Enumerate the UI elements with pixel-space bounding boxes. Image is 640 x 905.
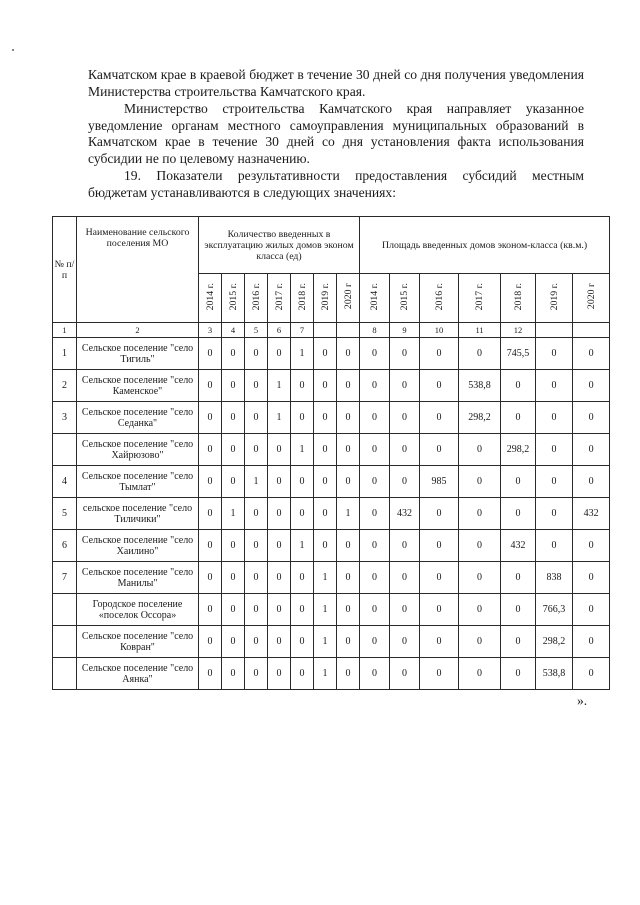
area-cell: 0 [536, 402, 573, 434]
area-cell: 0 [360, 402, 390, 434]
column-number [573, 323, 610, 338]
area-year-label: 2017 г. [474, 282, 486, 311]
count-cell: 0 [268, 434, 291, 466]
area-year-label: 2018 г. [512, 282, 524, 311]
count-cell: 1 [245, 466, 268, 498]
table-row [53, 370, 610, 402]
area-cell: 0 [390, 562, 420, 594]
area-cell: 0 [420, 498, 459, 530]
count-cell: 0 [314, 338, 337, 370]
row-number [53, 626, 77, 658]
area-cell: 0 [501, 402, 536, 434]
area-cell: 0 [390, 370, 420, 402]
count-year-header [291, 274, 314, 323]
count-cell: 0 [291, 658, 314, 690]
count-cell: 0 [222, 658, 245, 690]
table-row [53, 562, 610, 594]
count-year-label: 2017 г. [273, 282, 285, 311]
area-cell: 0 [459, 594, 501, 626]
row-number: 4 [53, 466, 77, 498]
count-cell: 0 [337, 626, 360, 658]
area-cell: 298,2 [501, 434, 536, 466]
count-cell: 0 [222, 402, 245, 434]
paragraph-3: 19. Показатели результативности предоставления субсидий местным бюджетам устанавливаются в следующих значениях: [88, 168, 584, 200]
area-cell: 0 [573, 530, 610, 562]
count-cell: 0 [222, 562, 245, 594]
count-cell: 1 [291, 530, 314, 562]
count-cell: 0 [268, 658, 291, 690]
column-number: 3 [199, 323, 222, 338]
area-cell: 538,8 [536, 658, 573, 690]
area-cell: 0 [360, 466, 390, 498]
count-cell: 0 [199, 370, 222, 402]
count-cell: 0 [199, 626, 222, 658]
area-cell: 0 [390, 530, 420, 562]
count-cell: 1 [291, 338, 314, 370]
area-cell: 0 [501, 498, 536, 530]
column-number [314, 323, 337, 338]
count-cell: 0 [245, 370, 268, 402]
count-cell: 0 [314, 434, 337, 466]
count-cell: 0 [245, 626, 268, 658]
area-cell: 0 [536, 434, 573, 466]
count-cell: 1 [268, 402, 291, 434]
count-cell: 0 [222, 594, 245, 626]
table-row [53, 530, 610, 562]
count-cell: 0 [268, 498, 291, 530]
settlement-name: Сельское поселение "село Тигиль" [77, 338, 199, 370]
table-row [53, 658, 610, 690]
column-number: 11 [459, 323, 501, 338]
count-cell: 0 [199, 562, 222, 594]
settlement-name: Сельское поселение "село Каменское" [77, 370, 199, 402]
area-cell: 0 [420, 594, 459, 626]
count-cell: 0 [268, 594, 291, 626]
area-cell: 0 [501, 370, 536, 402]
area-year-label: 2016 г. [433, 282, 445, 311]
count-cell: 0 [337, 562, 360, 594]
area-year-label: 2015 г. [399, 282, 411, 311]
count-cell: 0 [245, 658, 268, 690]
area-cell: 0 [459, 658, 501, 690]
count-cell: 0 [245, 530, 268, 562]
count-cell: 0 [337, 402, 360, 434]
table-row [53, 626, 610, 658]
column-number: 7 [291, 323, 314, 338]
count-year-label: 2014 г. [204, 282, 216, 311]
count-cell: 0 [314, 466, 337, 498]
count-cell: 1 [314, 658, 337, 690]
area-cell: 0 [360, 338, 390, 370]
area-cell: 0 [390, 338, 420, 370]
area-cell: 538,8 [459, 370, 501, 402]
count-year-header [337, 274, 360, 323]
count-cell: 0 [222, 370, 245, 402]
area-cell: 0 [459, 434, 501, 466]
row-number: 2 [53, 370, 77, 402]
count-year-label: 2019 г. [319, 282, 331, 311]
count-cell: 0 [291, 498, 314, 530]
area-cell: 432 [390, 498, 420, 530]
area-cell: 0 [501, 626, 536, 658]
count-cell: 0 [245, 594, 268, 626]
count-year-header [222, 274, 245, 323]
count-year-label: 2018 г. [296, 282, 308, 311]
count-cell: 1 [291, 434, 314, 466]
count-cell: 0 [314, 530, 337, 562]
column-number: 2 [77, 323, 199, 338]
area-cell: 838 [536, 562, 573, 594]
area-cell: 0 [536, 338, 573, 370]
area-cell: 0 [573, 466, 610, 498]
count-cell: 0 [337, 658, 360, 690]
area-cell: 0 [459, 626, 501, 658]
count-cell: 0 [199, 402, 222, 434]
scan-dot [12, 49, 14, 51]
area-cell: 0 [536, 530, 573, 562]
area-cell: 985 [420, 466, 459, 498]
area-cell: 745,5 [501, 338, 536, 370]
count-cell: 1 [337, 498, 360, 530]
area-cell: 0 [573, 434, 610, 466]
area-cell: 0 [459, 562, 501, 594]
area-cell: 0 [420, 626, 459, 658]
area-cell: 0 [501, 658, 536, 690]
count-cell: 0 [291, 594, 314, 626]
count-cell: 0 [291, 370, 314, 402]
count-cell: 0 [199, 658, 222, 690]
area-cell: 0 [459, 338, 501, 370]
count-year-label: 2020 г [342, 283, 354, 310]
area-cell: 0 [360, 530, 390, 562]
area-cell: 0 [501, 594, 536, 626]
count-cell: 0 [245, 338, 268, 370]
area-cell: 0 [573, 338, 610, 370]
column-number-row [53, 323, 610, 338]
area-cell: 0 [501, 562, 536, 594]
count-cell: 0 [199, 594, 222, 626]
count-cell: 0 [268, 530, 291, 562]
count-cell: 0 [245, 562, 268, 594]
table-row [53, 498, 610, 530]
column-number: 10 [420, 323, 459, 338]
column-number: 9 [390, 323, 420, 338]
table-row [53, 338, 610, 370]
row-number: 6 [53, 530, 77, 562]
area-cell: 0 [360, 370, 390, 402]
area-cell: 432 [501, 530, 536, 562]
header-num: № п/п [53, 217, 77, 323]
count-cell: 0 [337, 434, 360, 466]
column-number: 8 [360, 323, 390, 338]
header-count-group: Количество введенных в эксплуатацию жилых домов эконом класса (ед) [199, 217, 360, 274]
column-number: 5 [245, 323, 268, 338]
count-cell: 0 [268, 338, 291, 370]
indicators-table [52, 216, 610, 690]
area-cell: 0 [573, 626, 610, 658]
header-area-group: Площадь введенных домов эконом-класса (кв.м.) [360, 217, 610, 274]
area-cell: 0 [390, 594, 420, 626]
count-year-header [245, 274, 268, 323]
area-cell: 0 [573, 594, 610, 626]
area-cell: 0 [459, 530, 501, 562]
area-year-header [360, 274, 390, 323]
area-year-label: 2020 г [585, 283, 597, 310]
area-cell: 0 [360, 658, 390, 690]
count-year-header [268, 274, 291, 323]
area-cell: 0 [536, 466, 573, 498]
count-cell: 1 [314, 626, 337, 658]
settlement-name: Сельское поселение "село Аянка" [77, 658, 199, 690]
table-row [53, 434, 610, 466]
area-year-header [501, 274, 536, 323]
area-cell: 0 [360, 626, 390, 658]
count-cell: 0 [337, 466, 360, 498]
row-number: 7 [53, 562, 77, 594]
area-cell: 0 [573, 658, 610, 690]
settlement-name: Сельское поселение "село Манилы" [77, 562, 199, 594]
count-cell: 0 [337, 594, 360, 626]
count-year-header [199, 274, 222, 323]
area-cell: 0 [390, 658, 420, 690]
column-number [337, 323, 360, 338]
count-cell: 0 [268, 466, 291, 498]
area-year-header [459, 274, 501, 323]
header-name: Наименование сельского поселения МО [77, 217, 199, 323]
count-cell: 0 [337, 370, 360, 402]
count-cell: 0 [337, 530, 360, 562]
column-number [536, 323, 573, 338]
area-cell: 0 [360, 594, 390, 626]
count-cell: 1 [222, 498, 245, 530]
column-number: 1 [53, 323, 77, 338]
area-year-header [536, 274, 573, 323]
count-cell: 0 [222, 466, 245, 498]
count-cell: 0 [199, 530, 222, 562]
area-cell: 766,3 [536, 594, 573, 626]
area-year-header [390, 274, 420, 323]
area-cell: 298,2 [536, 626, 573, 658]
area-year-label: 2014 г. [369, 282, 381, 311]
area-year-header [420, 274, 459, 323]
count-cell: 0 [222, 338, 245, 370]
row-number [53, 594, 77, 626]
count-cell: 0 [245, 434, 268, 466]
area-cell: 0 [420, 338, 459, 370]
row-number: 3 [53, 402, 77, 434]
area-cell: 0 [420, 434, 459, 466]
area-cell: 0 [420, 530, 459, 562]
area-cell: 0 [459, 466, 501, 498]
row-number [53, 434, 77, 466]
area-cell: 0 [420, 402, 459, 434]
column-number: 12 [501, 323, 536, 338]
count-cell: 0 [314, 402, 337, 434]
area-year-label: 2019 г. [548, 282, 560, 311]
table-row [53, 594, 610, 626]
area-cell: 0 [501, 466, 536, 498]
count-cell: 0 [222, 434, 245, 466]
count-cell: 0 [268, 562, 291, 594]
area-cell: 0 [390, 402, 420, 434]
area-cell: 0 [420, 658, 459, 690]
count-cell: 0 [222, 626, 245, 658]
settlement-name: Городское поселение «поселок Оссора» [77, 594, 199, 626]
area-cell: 0 [573, 402, 610, 434]
settlement-name: Сельское поселение "село Хаилино" [77, 530, 199, 562]
paragraph-1: Камчатском крае в краевой бюджет в течение 30 дней со дня получения уведомления Министерства строительства Камчатского края. [88, 67, 584, 99]
area-cell: 0 [360, 434, 390, 466]
count-cell: 0 [291, 466, 314, 498]
area-cell: 0 [459, 498, 501, 530]
count-cell: 0 [222, 530, 245, 562]
settlement-name: Сельское поселение "село Седанка" [77, 402, 199, 434]
area-cell: 0 [536, 498, 573, 530]
count-cell: 0 [199, 466, 222, 498]
count-cell: 0 [314, 370, 337, 402]
count-cell: 1 [268, 370, 291, 402]
area-cell: 0 [573, 562, 610, 594]
count-cell: 0 [199, 338, 222, 370]
count-cell: 1 [314, 562, 337, 594]
count-cell: 1 [314, 594, 337, 626]
area-year-header [573, 274, 610, 323]
count-cell: 0 [268, 626, 291, 658]
area-cell: 0 [573, 370, 610, 402]
count-cell: 0 [199, 434, 222, 466]
count-cell: 0 [245, 498, 268, 530]
column-number: 4 [222, 323, 245, 338]
row-number: 5 [53, 498, 77, 530]
count-year-header [314, 274, 337, 323]
area-cell: 432 [573, 498, 610, 530]
area-cell: 0 [536, 370, 573, 402]
table-row [53, 402, 610, 434]
settlement-name: Сельское поселение "село Хайрюзово" [77, 434, 199, 466]
closing-quote: ». [577, 693, 588, 708]
paragraph-2: Министерство строительства Камчатского края направляет указанное уведомление органам местного самоуправления муниципальных образований в Камчатском крае в течение 30 дней со дня установления факта использования субсидии не по целевому назначению. [88, 101, 584, 166]
area-cell: 0 [360, 498, 390, 530]
count-cell: 0 [291, 402, 314, 434]
row-number [53, 658, 77, 690]
row-number: 1 [53, 338, 77, 370]
count-cell: 0 [314, 498, 337, 530]
area-cell: 0 [390, 466, 420, 498]
count-cell: 0 [245, 402, 268, 434]
area-cell: 0 [420, 370, 459, 402]
column-number: 6 [268, 323, 291, 338]
count-cell: 0 [337, 338, 360, 370]
count-cell: 0 [199, 498, 222, 530]
count-year-label: 2015 г. [227, 282, 239, 311]
settlement-name: сельское поселение "село Тиличики" [77, 498, 199, 530]
settlement-name: Сельское поселение "село Тымлат" [77, 466, 199, 498]
count-cell: 0 [291, 562, 314, 594]
table-row [53, 466, 610, 498]
area-cell: 0 [360, 562, 390, 594]
area-cell: 0 [390, 434, 420, 466]
settlement-name: Сельское поселение "село Ковран" [77, 626, 199, 658]
area-cell: 0 [390, 626, 420, 658]
area-cell: 298,2 [459, 402, 501, 434]
count-cell: 0 [291, 626, 314, 658]
area-cell: 0 [420, 562, 459, 594]
count-year-label: 2016 г. [250, 282, 262, 311]
